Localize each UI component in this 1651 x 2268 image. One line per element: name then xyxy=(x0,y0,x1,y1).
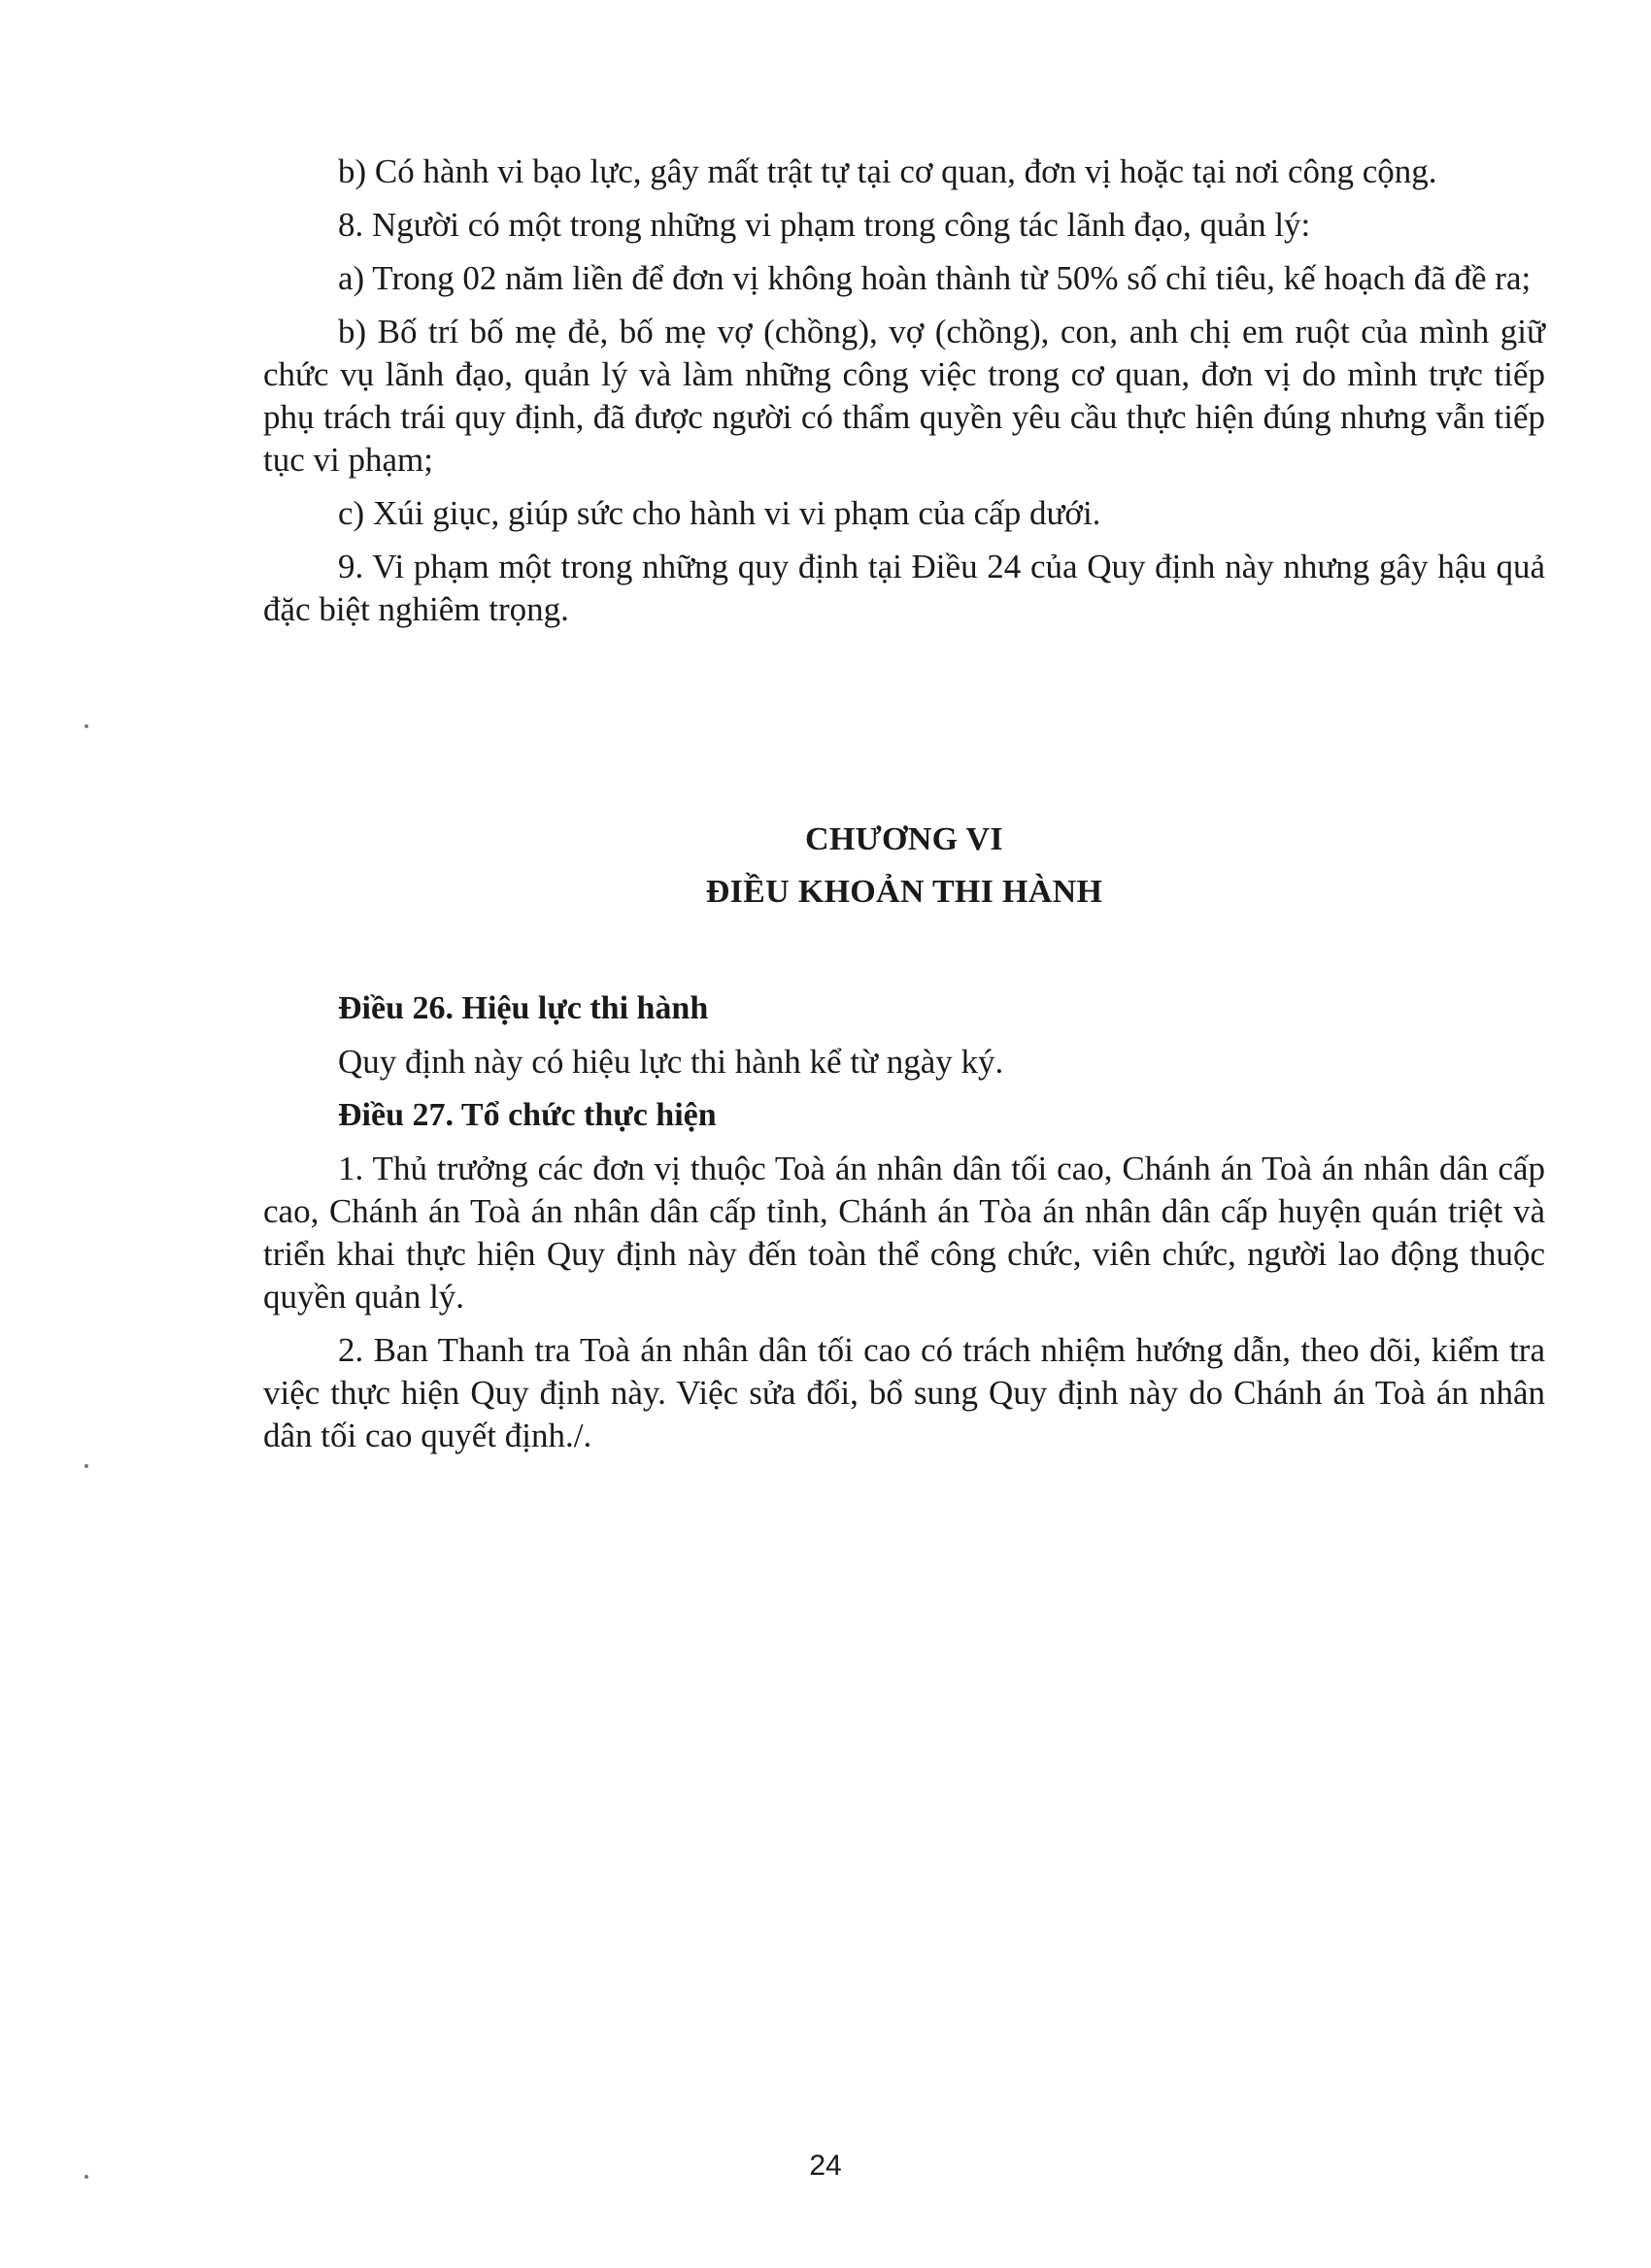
clause-7b: b) Có hành vi bạo lực, gây mất trật tự tại cơ quan, đơn vị hoặc tại nơi công cộng. xyxy=(338,152,1437,190)
article-27-heading: Điều 27. Tổ chức thực hiện xyxy=(338,1097,717,1133)
chapter-number: CHƯƠNG VI xyxy=(805,821,1003,857)
clause-8c: c) Xúi giục, giúp sức cho hành vi vi phạm của cấp dưới. xyxy=(338,494,1101,532)
articles-section xyxy=(263,987,1545,1468)
clause-8: 8. Người có một trong những vi phạm trong công tác lãnh đạo, quản lý: xyxy=(338,206,1311,244)
article-26-text: Quy định này có hiệu lực thi hành kể từ ngày ký. xyxy=(338,1043,1004,1081)
clause-8b: b) Bố trí bố mẹ đẻ, bố mẹ vợ (chồng), vợ (chồng), con, anh chị em ruột của mình giữ chức vụ lãnh đạo, quản lý và làm những công việc trong cơ quan, đơn vị do mình trực tiếp phụ trách trái quy định, đã được người có thẩm quyền yêu cầu thực hiện đúng nhưng vẫn tiếp tục vi phạm; xyxy=(263,313,1545,479)
scan-speck xyxy=(84,1464,88,1468)
article-26-heading: Điều 26. Hiệu lực thi hành xyxy=(338,990,709,1026)
scan-speck xyxy=(84,2175,88,2179)
clause-9: 9. Vi phạm một trong những quy định tại Điều 24 của Quy định này nhưng gây hậu quả đặc biệt nghiêm trọng. xyxy=(263,548,1545,628)
page-number: 24 xyxy=(809,2150,842,2182)
clause-8a: a) Trong 02 năm liền để đơn vị không hoàn thành từ 50% số chỉ tiêu, kế hoạch đã đề ra; xyxy=(338,259,1532,297)
scan-speck xyxy=(84,724,88,728)
article-27-item-2: 2. Ban Thanh tra Toà án nhân dân tối cao có trách nhiệm hướng dẫn, theo dõi, kiểm tra việc thực hiện Quy định này. Việc sửa đổi, bổ sung Quy định này do Chánh án Toà án nhân dân tối cao quyết định./. xyxy=(263,1331,1545,1454)
top-clauses xyxy=(263,150,1545,642)
article-27-item-1: 1. Thủ trưởng các đơn vị thuộc Toà án nhân dân tối cao, Chánh án Toà án nhân dân cấp cao, Chánh án Toà án nhân dân cấp tỉnh, Chánh án Tòa án nhân dân cấp huyện quán triệt và triển khai thực hiện Quy định này đến toàn thể công chức, viên chức, người lao động thuộc quyền quản lý. xyxy=(263,1150,1545,1316)
chapter-title: ĐIỀU KHOẢN THI HÀNH xyxy=(705,874,1103,910)
chapter-heading xyxy=(263,818,1545,914)
